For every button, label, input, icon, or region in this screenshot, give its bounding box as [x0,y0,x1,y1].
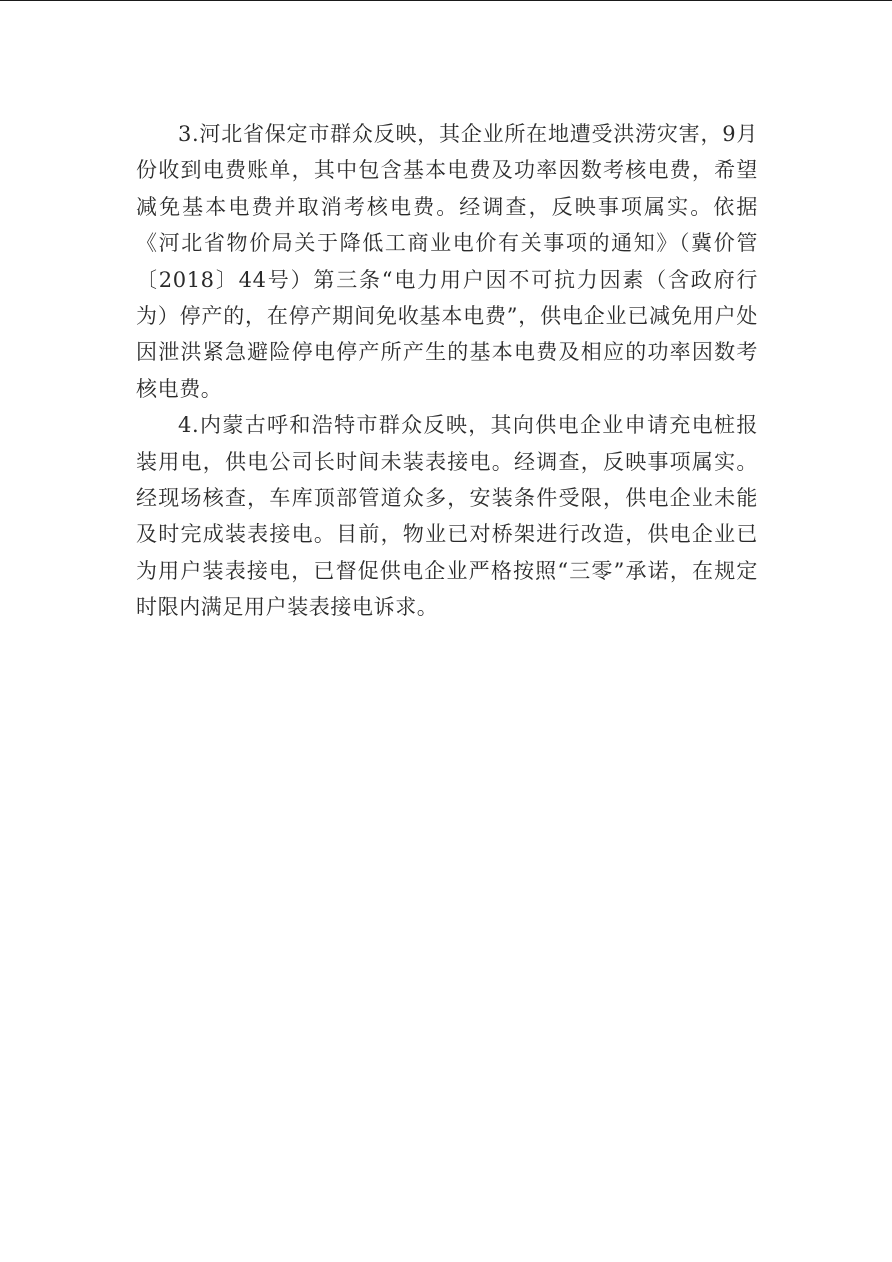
paragraph-item-3: 3.河北省保定市群众反映，其企业所在地遭受洪涝灾害，9月份收到电费账单，其中包含基本电费及功率因数考核电费，希望减免基本电费并取消考核电费。经调查，反映事项属实。依据《河北省物价局关于降低工商业电价有关事项的通知》（冀价管〔2018〕44号）第三条“电力用户因不可抗力因素（含政府行为）停产的，在停产期间免收基本电费”，供电企业已减免用户处因泄洪紧急避险停电停产所产生的基本电费及相应的功率因数考核电费。 [136,122,758,401]
document-body [136,116,758,626]
top-border-line [0,0,892,1]
paragraph-item-4: 4.内蒙古呼和浩特市群众反映，其向供电企业申请充电桩报装用电，供电公司长时间未装表接电。经调查，反映事项属实。经现场核查，车库顶部管道众多，安装条件受限，供电企业未能及时完成装表接电。目前，物业已对桥架进行改造，供电企业已为用户装表接电，已督促供电企业严格按照“三零”承诺，在规定时限内满足用户装表接电诉求。 [136,413,758,620]
